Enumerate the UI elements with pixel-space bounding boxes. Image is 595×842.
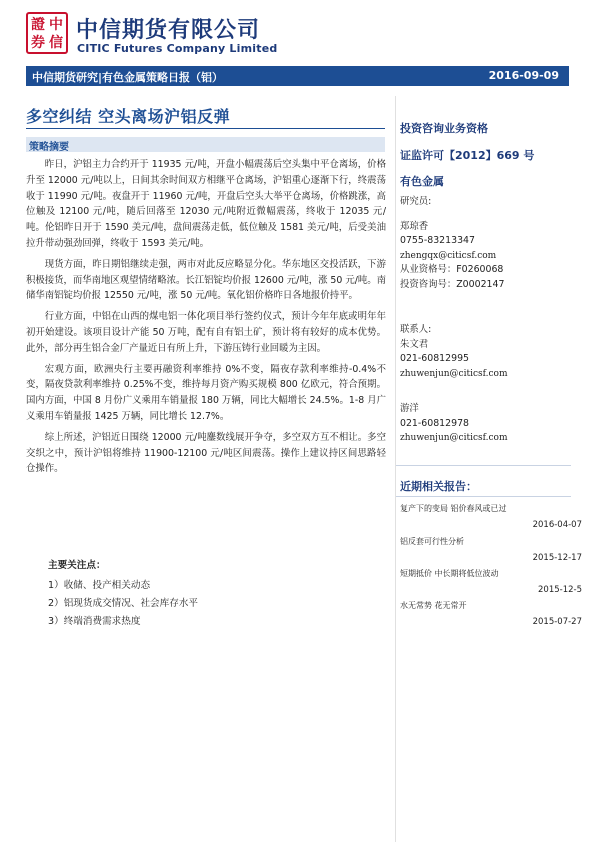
logo-seal-icon: 證 中 券 信 [26, 12, 68, 54]
report-link[interactable] [400, 503, 582, 530]
report-link-title[interactable]: 短期抵价 中长期将低位波动 [400, 569, 499, 578]
report-link-title[interactable]: 铝反套可行性分析 [400, 537, 464, 546]
report-link-title[interactable]: 复产下的变局 铝价春风或已过 [400, 504, 507, 513]
report-series: 中信期货研究|有色金属策略日报（铝） [32, 71, 224, 84]
focus-item: 1）收储、投产相关动态 [48, 580, 151, 591]
contact-label: 联系人: [400, 324, 432, 335]
reports-heading-block [400, 478, 570, 494]
contact2-email: zhuwenjun@citicsf.com [400, 433, 508, 443]
sector-block [400, 173, 570, 189]
page-title: 多空纠结 空头离场沪铝反弹 [26, 107, 231, 126]
citic-logo [26, 12, 68, 54]
researcher-phone: 0755-83213347 [400, 235, 475, 246]
qualification-block [400, 120, 570, 136]
report-banner [26, 66, 569, 86]
paragraph-industry: 行业方面，中铝在山西的煤电铝一体化项目举行签约仪式，预计今年年底或明年年初开始建设。该项目设计产能 50 万吨，配有自有铝土矿，预计将有较好的成本优势。此外，部分再生铝合金厂产量近日有所上升，下游压铸行业回暖为主因。 [26, 311, 386, 354]
report-link-date: 2015-12-5 [538, 585, 582, 595]
paragraph-market: 昨日，沪铝主力合约开于 11935 元/吨，开盘小幅震荡后空头集中平仓离场，价格升至 12000 元/吨以上，日间其余时间双方相继平仓离场，沪铝重心逐渐下行，终震荡收于 11990 元/吨。夜盘开于 11960 元/吨，开盘后空头大举平仓离场，价格跳涨，高位触及 12100 元/吨，随后回落至 12030 元/吨附近微幅震荡，终收于 12035 元/吨。伦铝昨日开于 1590 美元/吨，盘间震荡走低，低位触及 1581 美元/吨，后受美油拉升带动强劲回弹，终收于 1593 美元/吨。 [26, 159, 386, 249]
paragraph-conclusion: 综上所述，沪铝近日围绕 12000 元/吨鏖数线展开争夺，多空双方互不相让。多空交织之中，预计沪铝将维持 11900-12100 元/吨区间震荡。操作上建议持区间思路轻仓操作。 [26, 431, 386, 475]
focus-points [48, 557, 348, 631]
focus-title: 主要关注点： [48, 560, 106, 571]
sector-label: 有色金属 [400, 175, 444, 188]
report-link-date: 2016-04-07 [532, 520, 582, 530]
summary-label: 策略摘要 [29, 142, 69, 153]
researcher-label: 研究员: [400, 196, 432, 207]
contact2-name: 游洋 [400, 403, 419, 414]
summary-body [26, 157, 386, 482]
qualification: 投资咨询业务资格 [400, 122, 488, 135]
license-block [400, 147, 570, 163]
contact2-block [400, 402, 570, 446]
researcher-cert: 从业资格号：F0260068 [400, 264, 504, 275]
sidebar-divider [396, 465, 571, 466]
license-number: 证监许可【2012】669 号 [400, 149, 535, 162]
page-header [0, 0, 595, 66]
summary-heading [26, 137, 385, 152]
report-link-date: 2015-12-17 [532, 553, 582, 563]
paragraph-spot: 现货方面，昨日期铝继续走强，两市对此反应略显分化。华东地区交投活跃，下游积极接货，而华南地区观望情绪略浓。长江铝锭均价报 12600 元/吨，涨 50 元/吨。南储华南铝锭均价报 12550 元/吨，涨 50 元/吨。氧化铝价格昨日各地报价持平。 [26, 258, 386, 302]
contact1-email: zhuwenjun@citicsf.com [400, 368, 508, 379]
researcher-advisory-cert: 投资咨询号：Z0002147 [400, 278, 505, 290]
contact1-phone: 021-60812995 [400, 353, 469, 364]
focus-item: 3）终端消费需求热度 [48, 616, 141, 627]
contact-block [400, 323, 570, 381]
title-divider [26, 128, 385, 129]
paragraph-macro: 宏观方面，欧洲央行主要再融资利率维持 0%不变，隔夜存款利率维持-0.4%不变，隔夜贷款利率维持 0.25%不变，维持每月资产购买规模 800 亿欧元，符合预期。国内方面，中国 8 月份广义乘用车销量报 180 万辆，同比大幅增长 24.5%。1-8 月广义乘用车销量报 1425 万辆，同比增长 12.7%。 [26, 363, 386, 422]
report-link[interactable] [400, 600, 582, 627]
sidebar [395, 96, 582, 842]
report-link-title[interactable]: 水无常势 花无常开 [400, 601, 467, 610]
researcher-name: 郑琼香 [400, 220, 429, 232]
report-date: 2016-09-09 [488, 69, 559, 82]
report-link-date: 2015-07-27 [532, 617, 582, 627]
researcher-email: zhengqx@citicsf.com [400, 250, 497, 261]
researcher-block [400, 195, 570, 292]
report-link[interactable] [400, 536, 582, 563]
focus-item: 2）铝现货成交情况、社会库存水平 [48, 598, 199, 609]
company-name-en: CITIC Futures Company Limited [77, 42, 278, 55]
contact1-name: 朱文君 [400, 338, 429, 350]
report-link[interactable] [400, 568, 582, 595]
reports-title: 近期相关报告： [400, 480, 477, 493]
company-name-cn: 中信期货有限公司 [76, 18, 261, 43]
sidebar-divider [396, 496, 571, 497]
contact2-phone: 021-60812978 [400, 417, 469, 429]
